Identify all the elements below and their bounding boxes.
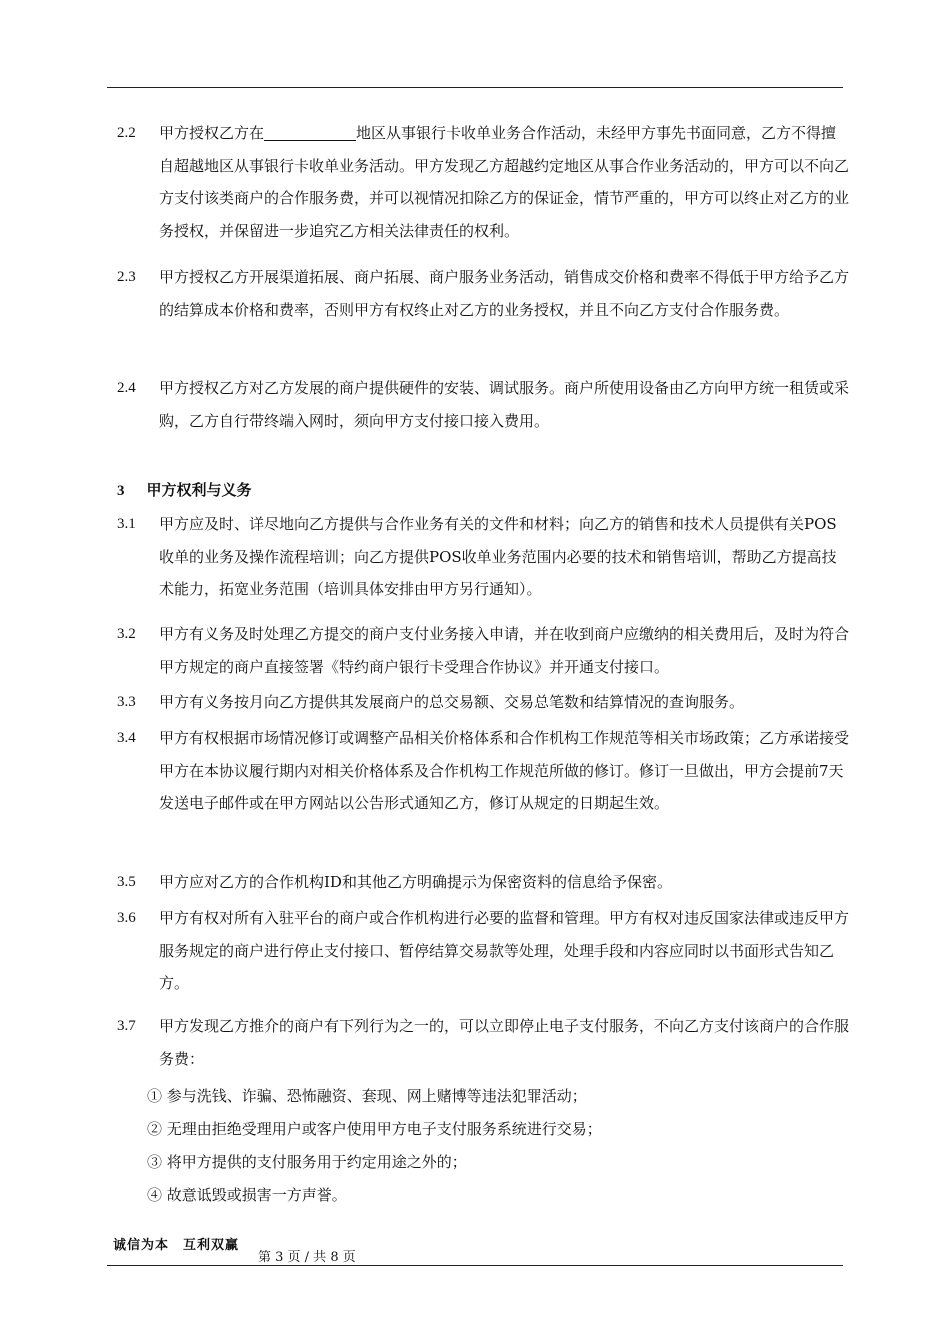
clause-number: 3.3 [117, 694, 136, 710]
clause-number: 2.4 [117, 380, 136, 396]
clause-text-after: 地区从事银行卡收单业务合作活动，未经甲方事先书面同意，乙方不得擅自超越地区从事银行卡收单业务活动。甲方发现乙方超越约定地区从事合作业务活动的，甲方可以不向乙方支付该类商户的合作服务费，并可以视情况扣除乙方的保证金，情节严重的，甲方可以终止对乙方的业务授权，并保留进一步追究乙方相关法律责任的权利。 [159, 124, 850, 240]
clause-text: 甲方有义务及时处理乙方提交的商户支付业务接入申请，并在收到商户应缴纳的相关费用后，及时为符合甲方规定的商户直接签署《特约商户银行卡受理合作协议》并开通支付接口。 [159, 625, 850, 676]
list-item: ④ 故意诋毁或损害一方声誉。 [147, 1186, 347, 1204]
clause-3-2 [117, 618, 851, 683]
clause-text-before: 甲方授权乙方在 [159, 124, 265, 142]
clause-number: 3.4 [117, 730, 136, 746]
clause-number: 3.6 [117, 910, 136, 926]
clause-number: 3.2 [117, 626, 136, 642]
clause-text: 甲方有权对所有入驻平台的商户或合作机构进行必要的监督和管理。甲方有权对违反国家法律或违反甲方服务规定的商户进行停止支付接口、暂停结算交易款等处理，处理手段和内容应同时以书面形式告知乙方。 [159, 909, 850, 992]
clause-number: 3.1 [117, 516, 136, 532]
clause-number: 3.7 [117, 1018, 136, 1034]
clause-3-1 [117, 508, 851, 606]
section-number: 3 [117, 483, 125, 499]
clause-2-2 [117, 117, 851, 247]
list-item: ③ 将甲方提供的支付服务用于约定用途之外的； [147, 1153, 467, 1171]
clause-2-3 [117, 261, 851, 326]
clause-text: 甲方授权乙方开展渠道拓展、商户拓展、商户服务业务活动，销售成交价格和费率不得低于甲方给予乙方的结算成本价格和费率，否则甲方有权终止对乙方的业务授权，并且不向乙方支付合作服务费。 [159, 268, 850, 319]
clause-2-4 [117, 372, 851, 437]
header-rule [107, 87, 843, 88]
clause-number: 2.3 [117, 269, 136, 285]
clause-text: 甲方发现乙方推介的商户有下列行为之一的，可以立即停止电子支付服务，不向乙方支付该商户的合作服务费： [159, 1017, 850, 1068]
clause-3-6 [117, 902, 851, 1000]
section-title: 甲方权利与义务 [146, 481, 252, 499]
clause-number: 3.5 [117, 874, 136, 890]
clause-number: 2.2 [117, 125, 136, 141]
page-number: 第 3 页 / 共 8 页 [258, 1250, 356, 1265]
section-3-heading [117, 478, 252, 503]
clause-3-3 [117, 686, 851, 719]
clause-text: 甲方应及时、详尽地向乙方提供与合作业务有关的文件和材料；向乙方的销售和技术人员提供有关POS收单的业务及操作流程培训；向乙方提供POS收单业务范围内必要的技术和销售培训，帮助乙方提高技术能力，拓宽业务范围（培训具体安排由甲方另行通知）。 [159, 515, 837, 598]
footer-motto: 诚信为本 互利双赢 [113, 1238, 240, 1253]
clause-3-5 [117, 866, 851, 899]
list-item: ② 无理由拒绝受理用户或客户使用甲方电子支付服务系统进行交易； [147, 1120, 602, 1138]
clause-text: 甲方应对乙方的合作机构ID和其他乙方明确提示为保密资料的信息给予保密。 [159, 873, 672, 891]
list-item: ① 参与洗钱、诈骗、恐怖融资、套现、网上赌博等违法犯罪活动； [147, 1087, 587, 1105]
clause-3-7 [117, 1010, 851, 1075]
clause-text: 甲方有权根据市场情况修订或调整产品相关价格体系和合作机构工作规范等相关市场政策；乙方承诺接受甲方在本协议履行期内对相关价格体系及合作机构工作规范所做的修订。修订一旦做出，甲方会提前7天发送电子邮件或在甲方网站以公告形式通知乙方，修订从规定的日期起生效。 [159, 729, 850, 812]
clause-text: 甲方授权乙方对乙方发展的商户提供硬件的安装、调试服务。商户所使用设备由乙方向甲方统一租赁或采购，乙方自行带终端入网时，须向甲方支付接口接入费用。 [159, 379, 850, 430]
fill-in-blank [264, 124, 356, 141]
clause-text: 甲方有义务按月向乙方提供其发展商户的总交易额、交易总笔数和结算情况的查询服务。 [159, 693, 745, 711]
footer-rule [107, 1265, 843, 1266]
clause-3-4 [117, 722, 851, 820]
